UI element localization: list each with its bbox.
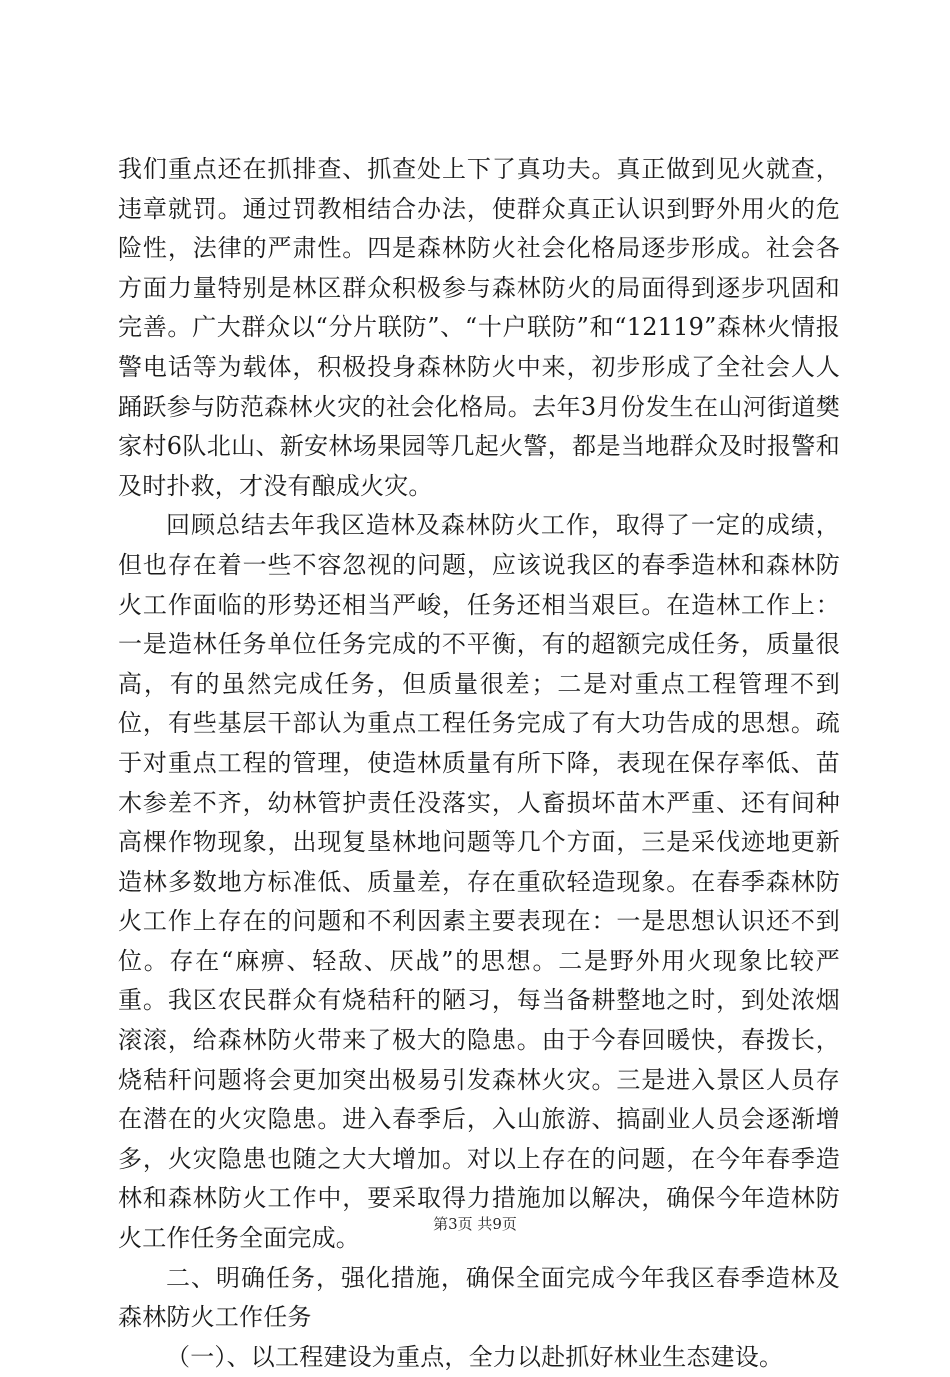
paragraph-2: 回顾总结去年我区造林及森林防火工作，取得了一定的成绩，但也存在着一些不容忽视的问题，应该说我区的春季造林和森林防火工作面临的形势还相当严峻，任务还相当艰巨。在造林工作上：一是造林任务单位任务完成的不平衡，有的超额完成任务，质量很高，有的虽然完成任务，但质量很差；二是对重点工程管理不到位，有些基层干部认为重点工程任务完成了有大功告成的思想。疏于对重点工程的管理，使造林质量有所下降，表现在保存率低、苗木参差不齐，幼林管护责任没落实，人畜损坏苗木严重、还有间种高棵作物现象，出现复垦林地问题等几个方面，三是采伐迹地更新造林多数地方标准低、质量差，存在重砍轻造现象。在春季森林防火工作上存在的问题和不利因素主要表现在：一是思想认识还不到位。存在“麻痹、轻敌、厌战”的思想。二是野外用火现象比较严重。我区农民群众有烧秸秆的陋习，每当备耕整地之时，到处浓烟滚滚，给森林防火带来了极大的隐患。由于今春回暖快，春拨长，烧秸秆问题将会更加突出极易引发森林火灾。三是进入景区人员存在潜在的火灾隐患。进入春季后，入山旅游、搞副业人员会逐渐增多，火灾隐患也随之大大增加。对以上存在的问题，在今年春季造林和森林防火工作中，要采取得力措施加以解决，确保今年造林防火工作任务全面完成。 bbox=[118, 511, 840, 1253]
page-footer: 第3页 共9页 bbox=[433, 1215, 517, 1233]
section-heading: 二、明确任务，强化措施，确保全面完成今年我区春季造林及森林防火工作任务 bbox=[118, 1263, 840, 1332]
subsection-heading: （一）、以工程建设为重点，全力以赴抓好林业生态建设。 bbox=[166, 1342, 784, 1371]
paragraph-1: 我们重点还在抓排查、抓查处上下了真功夫。真正做到见火就查，违章就罚。通过罚教相结合办法，使群众真正认识到野外用火的危险性，法律的严肃性。四是森林防火社会化格局逐步形成。社会各方面力量特别是林区群众积极参与森林防火的局面得到逐步巩固和完善。广大群众以“分片联防”、“十户联防”和“12119”森林火情报警电话等为载体，积极投身森林防火中来，初步形成了全社会人人踊跃参与防范森林火灾的社会化格局。去年3月份发生在山河街道樊家村6队北山、新安林场果园等几起火警，都是当地群众及时报警和及时扑救，才没有酿成火灾。 bbox=[118, 155, 840, 500]
document-body bbox=[118, 150, 840, 1377]
